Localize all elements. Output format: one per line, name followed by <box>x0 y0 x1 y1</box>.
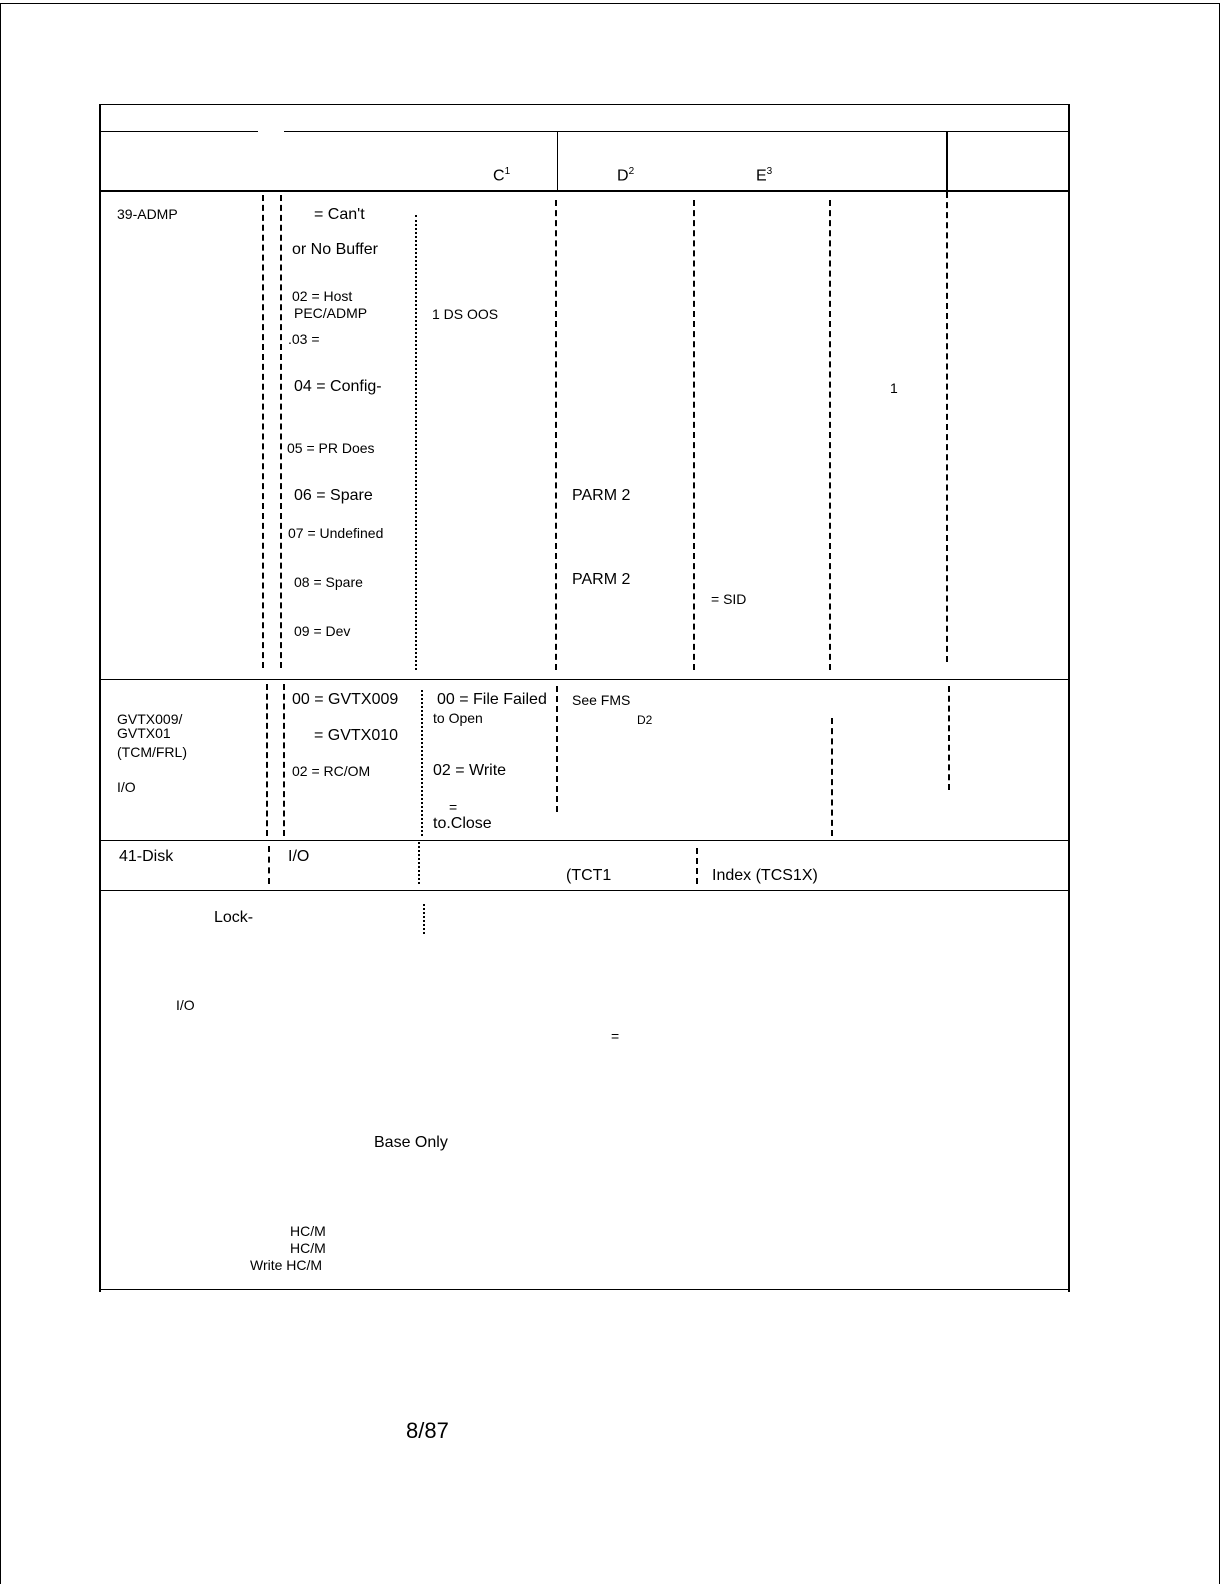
gvtx-g-separator <box>948 686 950 790</box>
gvtx-code-1: 00 = GVTX009 <box>292 691 399 708</box>
header-rule-left <box>99 131 258 132</box>
admp-code-10: 08 = Spare <box>294 574 363 590</box>
disk-d-text: (TCT1 <box>566 867 612 884</box>
admp-code-5: .03 = <box>288 331 320 347</box>
column-header-c: $C^1$ <box>493 166 511 185</box>
c-col-separator <box>415 215 417 670</box>
row-rule-2 <box>99 840 1070 841</box>
admp-d-text-1: PARM 2 <box>572 487 631 504</box>
row-rule-1 <box>99 679 1070 680</box>
gvtx-code-3: 02 = RC/OM <box>292 763 371 779</box>
admp-code-3: 02 = Host <box>292 288 353 304</box>
gvtx-label-1: GVTX009/ <box>117 711 183 727</box>
header-bottom-rule <box>99 190 1070 192</box>
column-header-e: $E^3$ <box>756 166 773 185</box>
admp-code-1: = Can't <box>314 206 365 223</box>
table-top-border <box>99 104 1070 105</box>
admp-code-2: or No Buffer <box>292 241 378 258</box>
table-right-border <box>1068 104 1070 1292</box>
gvtx-label-4: I/O <box>117 779 136 795</box>
lock-hcm-2: HC/M <box>290 1240 326 1256</box>
lock-label: Lock- <box>214 909 254 926</box>
header-rule-right <box>284 131 1070 132</box>
disk-code: I/O <box>288 848 310 865</box>
gvtx-separator-a <box>266 684 268 836</box>
gvtx-d-sub: D2 <box>637 713 653 727</box>
admp-extra-number: 1 <box>890 380 898 396</box>
row-rule-3 <box>99 890 1070 891</box>
disk-e-text: Index (TCS1X) <box>712 867 818 884</box>
gvtx-label-2: GVTX01 <box>117 725 171 741</box>
lock-equals: = <box>611 1028 620 1044</box>
admp-code-7: 05 = PR Does <box>287 440 375 456</box>
gvtx-code-2: = GVTX010 <box>314 727 399 744</box>
table-left-border <box>99 104 101 1292</box>
disk-e-separator <box>696 848 698 884</box>
admp-d-text-2: PARM 2 <box>572 571 631 588</box>
d-col-separator <box>555 200 557 670</box>
gvtx-c-text-1: 00 = File Failed <box>437 691 547 708</box>
row-label-admp: 39-ADMP <box>117 206 178 222</box>
gvtx-separator-b <box>283 684 285 836</box>
disk-separator <box>268 846 270 884</box>
header-divider-cd <box>557 131 558 191</box>
gvtx-c-text-5: to.Close <box>433 815 492 832</box>
code-col-separator-a <box>262 195 264 668</box>
gvtx-c-text-3: 02 = Write <box>433 762 507 779</box>
lock-hcm-1: HC/M <box>290 1223 326 1239</box>
lock-base-only: Base Only <box>374 1134 448 1151</box>
gvtx-d-separator <box>556 686 558 812</box>
gvtx-c-text-4: = <box>449 799 458 815</box>
admp-e-text: = SID <box>711 591 747 607</box>
g-col-separator <box>946 192 948 662</box>
lock-io: I/O <box>176 997 195 1013</box>
admp-c-text: 1 DS OOS <box>432 306 499 322</box>
lock-separator <box>423 904 425 934</box>
admp-code-4: PEC/ADMP <box>294 305 368 321</box>
admp-code-11: 09 = Dev <box>294 623 351 639</box>
table-bottom-border <box>99 1289 1070 1290</box>
gvtx-label-3: (TCM/FRL) <box>117 744 187 760</box>
e-col-separator <box>693 200 695 670</box>
column-header-d: $D^2$ <box>617 166 635 185</box>
admp-code-9: 07 = Undefined <box>288 525 384 541</box>
page-frame <box>0 3 1220 1584</box>
disk-label: 41-Disk <box>119 848 174 865</box>
disk-c-separator <box>418 842 420 884</box>
code-col-separator-b <box>280 195 282 668</box>
footer-date: 8/87 <box>406 1418 449 1443</box>
header-divider-last <box>946 131 948 191</box>
admp-code-6: 04 = Config- <box>294 378 382 395</box>
admp-code-8: 06 = Spare <box>294 487 373 504</box>
lock-write-hcm: Write HC/M <box>250 1257 323 1273</box>
gvtx-f-separator <box>831 718 833 836</box>
gvtx-c-separator <box>421 690 423 836</box>
gvtx-d-text: See FMS <box>572 692 631 708</box>
f-col-separator <box>829 200 831 670</box>
gvtx-c-text-2: to Open <box>433 710 483 726</box>
